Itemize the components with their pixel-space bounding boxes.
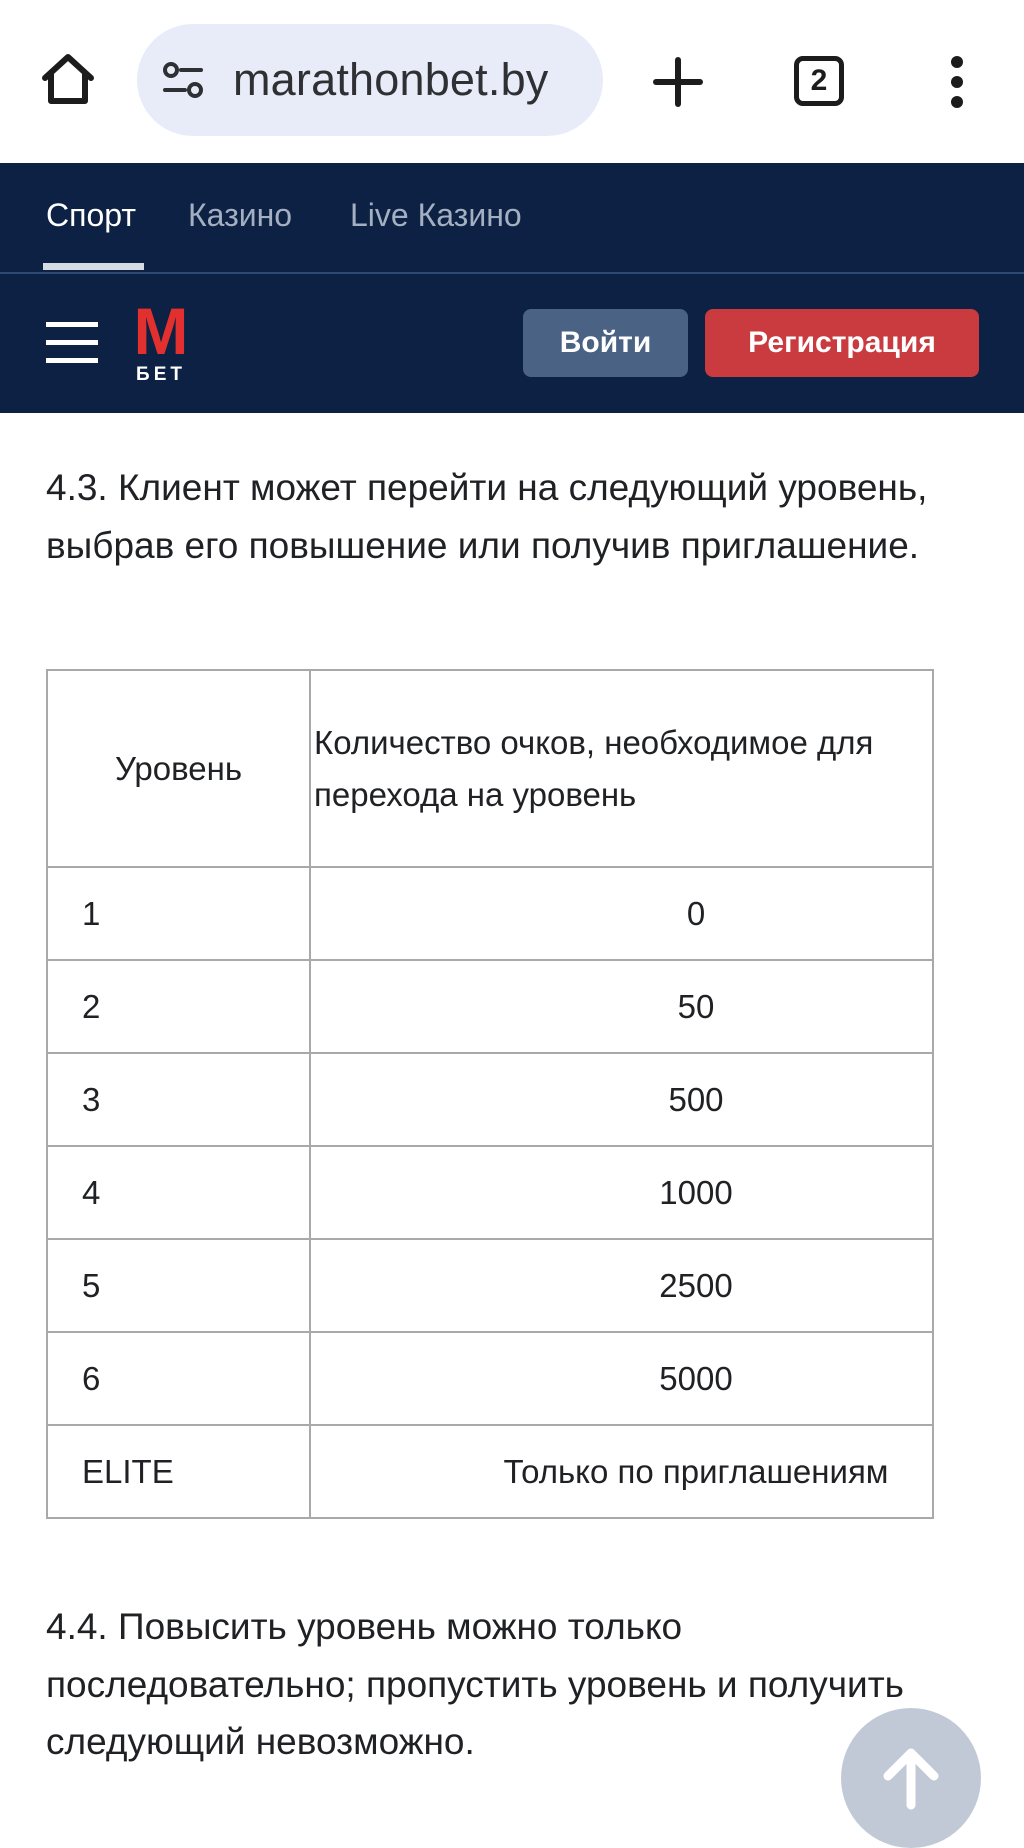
- paragraph-4-4: 4.4. Повысить уровень можно только последовательно; пропустить уровень и получить следующий невозможно.: [46, 1606, 904, 1762]
- levels-table: [46, 669, 934, 1519]
- header-points: Количество очков, необходимое для перехода на уровень: [310, 670, 933, 867]
- points-cell: 2500: [310, 1239, 933, 1332]
- points-cell: 1000: [310, 1146, 933, 1239]
- table-row: [47, 960, 933, 1053]
- tab-sport[interactable]: Спорт: [46, 197, 136, 233]
- home-icon[interactable]: [38, 50, 98, 110]
- active-tab-indicator: [43, 263, 144, 270]
- logo-letter: M: [133, 304, 189, 368]
- url-text[interactable]: marathonbet.by: [233, 54, 549, 105]
- table-row: [47, 867, 933, 960]
- level-cell: 2: [47, 960, 310, 1053]
- scroll-to-top-button[interactable]: [841, 1708, 981, 1848]
- address-bar[interactable]: [137, 24, 603, 136]
- level-cell: 5: [47, 1239, 310, 1332]
- level-cell: ELITE: [47, 1425, 310, 1518]
- table-header-row: [47, 670, 933, 867]
- table-row: [47, 1425, 933, 1518]
- marathonbet-logo[interactable]: [131, 304, 191, 382]
- paragraph-4-3: 4.3. Клиент может перейти на следующий уровень, выбрав его повышение или получив приглашение.: [46, 467, 928, 566]
- site-header: [0, 274, 1024, 413]
- logo-subtext: БЕТ: [136, 364, 186, 382]
- new-tab-icon[interactable]: [652, 56, 704, 108]
- tab-switcher-button[interactable]: 2: [794, 56, 844, 106]
- header-level: Уровень: [47, 670, 310, 867]
- table-row: [47, 1239, 933, 1332]
- table-row: [47, 1053, 933, 1146]
- points-cell: 0: [310, 867, 933, 960]
- tab-casino[interactable]: Казино: [188, 197, 293, 233]
- register-button[interactable]: Регистрация: [705, 309, 979, 377]
- browser-toolbar: [0, 0, 1024, 163]
- points-cell: Только по приглашениям: [310, 1425, 933, 1518]
- level-cell: 1: [47, 867, 310, 960]
- points-cell: 500: [310, 1053, 933, 1146]
- table-row: [47, 1332, 933, 1425]
- more-options-icon[interactable]: [940, 54, 974, 110]
- site-category-nav: [0, 163, 1024, 272]
- points-cell: 50: [310, 960, 933, 1053]
- login-button[interactable]: Войти: [523, 309, 688, 377]
- site-settings-icon[interactable]: [161, 60, 205, 100]
- table-row: [47, 1146, 933, 1239]
- arrow-up-icon: [876, 1743, 946, 1813]
- level-cell: 3: [47, 1053, 310, 1146]
- tab-live-casino[interactable]: Live Казино: [350, 197, 522, 233]
- level-cell: 4: [47, 1146, 310, 1239]
- hamburger-menu-icon[interactable]: [46, 322, 98, 364]
- points-cell: 5000: [310, 1332, 933, 1425]
- level-cell: 6: [47, 1332, 310, 1425]
